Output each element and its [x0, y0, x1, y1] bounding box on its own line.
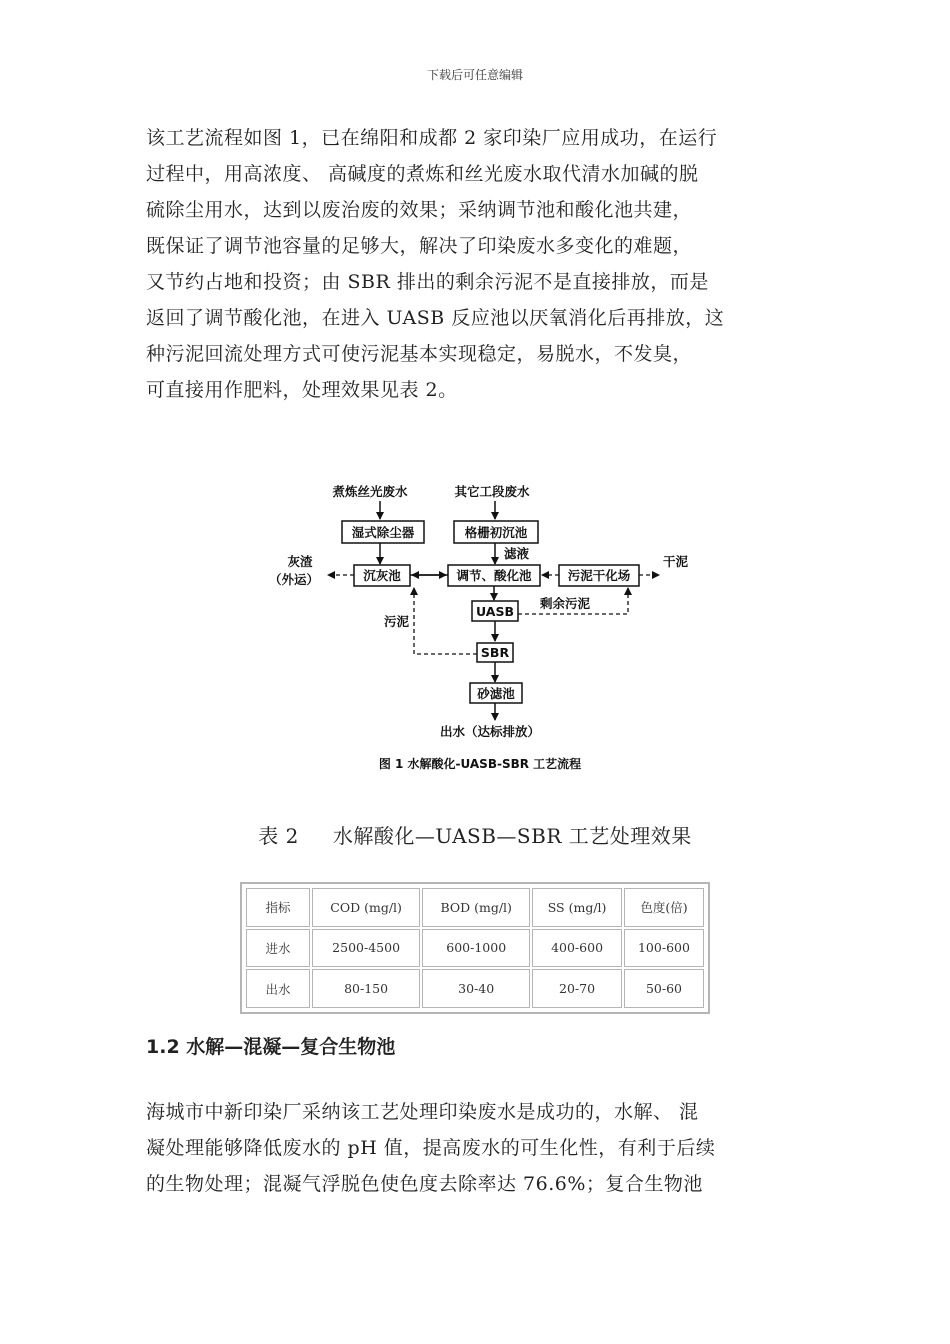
sludge-return-label: 污泥 — [384, 614, 410, 629]
paragraph-line: 凝处理能够降低废水的 pH 值，提高废水的可生化性，有利于后续 — [146, 1137, 716, 1159]
flow-diagram-svg — [270, 476, 690, 778]
table-header-cell: SS (mg/l) — [532, 888, 622, 927]
paragraph-line: 海城市中新印染厂采纳该工艺处理印染废水是成功的，水解、 混 — [146, 1101, 699, 1123]
table-cell: 600-1000 — [422, 929, 530, 968]
section-heading: 1.2 水解—混凝—复合生物池 — [146, 1036, 396, 1058]
paragraph-line: 种污泥回流处理方式可使污泥基本实现稳定，易脱水，不发臭， — [146, 343, 693, 365]
filtrate-label: 滤液 — [504, 546, 530, 561]
table-header-cell: 色度(倍) — [624, 888, 704, 927]
paragraph-process-description — [146, 120, 816, 408]
table-cell: 50-60 — [624, 969, 704, 1008]
table-cell: 20-70 — [532, 969, 622, 1008]
outlet-label: 出水（达标排放） — [439, 724, 541, 739]
excess-sludge-label: 剩余污泥 — [540, 596, 591, 611]
table-cell: 80-150 — [312, 969, 420, 1008]
paragraph-haicheng — [146, 1094, 816, 1202]
table-number: 表 2 — [258, 824, 299, 848]
table-cell: 出水 — [246, 969, 310, 1008]
sludge-drying-label: 污泥干化场 — [567, 568, 631, 583]
table-header-cell: 指标 — [246, 888, 310, 927]
paragraph-line: 返回了调节酸化池，在进入 UASB 反应池以厌氧消化后再排放，这 — [146, 307, 725, 329]
dust-scrubber-label: 湿式除尘器 — [351, 525, 415, 540]
paragraph-line: 又节约占地和投资；由 SBR 排出的剩余污泥不是直接排放，而是 — [146, 271, 709, 293]
page-header: 下载后可任意编辑 — [426, 68, 523, 82]
input-left-label: 煮炼丝光废水 — [332, 484, 408, 499]
table-cell: 100-600 — [624, 929, 704, 968]
table-cell: 2500-4500 — [312, 929, 420, 968]
figure-caption: 图 1 水解酸化-UASB-SBR 工艺流程 — [378, 757, 582, 771]
paragraph-line: 既保证了调节池容量的足够大，解决了印染废水多变化的难题， — [146, 235, 693, 257]
table-row — [246, 929, 704, 968]
table-header-cell: BOD (mg/l) — [422, 888, 530, 927]
table-cell: 30-40 — [422, 969, 530, 1008]
paragraph-line: 的生物处理；混凝气浮脱色使色度去除率达 76.6%；复合生物池 — [146, 1173, 703, 1195]
adjust-acidify-label: 调节、酸化池 — [456, 568, 532, 583]
table-header-cell: COD (mg/l) — [312, 888, 420, 927]
sand-filter-label: 砂滤池 — [477, 686, 515, 701]
paragraph-line: 可直接用作肥料，处理效果见表 2。 — [146, 379, 458, 401]
table-cell: 400-600 — [532, 929, 622, 968]
dry-sludge-label: 干泥 — [663, 554, 689, 569]
sbr-label: SBR — [480, 645, 510, 660]
table-row — [246, 969, 704, 1008]
results-table — [244, 886, 706, 1010]
grid-settling-label: 格栅初沉池 — [464, 525, 528, 540]
paragraph-line: 硫除尘用水，达到以废治废的效果；采纳调节池和酸化池共建， — [146, 199, 693, 221]
table-cell: 进水 — [246, 929, 310, 968]
table-title-text: 水解酸化—UASB—SBR 工艺处理效果 — [332, 824, 692, 848]
results-table-frame — [240, 882, 710, 1014]
ash-output-label: 灰渣 — [287, 554, 313, 569]
paragraph-line: 该工艺流程如图 1，已在绵阳和成都 2 家印染厂应用成功，在运行 — [146, 127, 718, 149]
ash-settling-label: 沉灰池 — [363, 568, 401, 583]
uasb-label: UASB — [476, 604, 514, 619]
table-header-row — [246, 888, 704, 927]
ash-output-label-2: （外运） — [270, 572, 320, 587]
process-flow-diagram — [270, 476, 690, 778]
dashed-arrow — [414, 588, 477, 654]
table-title — [0, 820, 950, 849]
input-right-label: 其它工段废水 — [454, 484, 530, 499]
paragraph-line: 过程中，用高浓度、 高碱度的煮炼和丝光废水取代清水加碱的脱 — [146, 163, 699, 185]
